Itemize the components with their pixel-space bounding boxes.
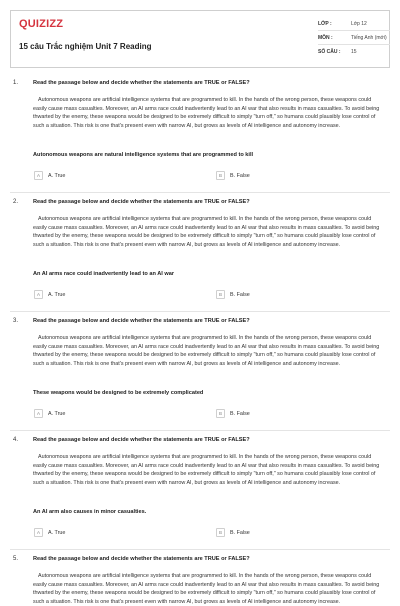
option-letter-box: A <box>34 290 43 299</box>
meta-label: SỐ CÂU : <box>318 49 341 55</box>
reading-passage: Autonomous weapons are artificial intelligence systems that are programmed to kill. In the hands of the wrong person, these weapons could easily cause mass casualties. Moreover, an AI arms race could inadvertently lead to an AI war that also results in mass casualties. To avoid being thwarted by the enemy, these weapons would be designed to be extremely difficult to simply "turn off," so humans could plausibly lose control of such a situation. This risk is one that's present even with narrow AI, but grows as levels of AI intelligence and autonomy increase. <box>33 216 380 248</box>
option-text: B. False <box>230 172 250 179</box>
meta-value: Tiếng Anh (mới) <box>351 34 387 41</box>
answer-option-a[interactable] <box>34 171 65 180</box>
option-text: A. True <box>48 410 66 417</box>
question-number: 1. <box>13 80 19 86</box>
option-letter-box: B <box>216 528 225 537</box>
option-letter-box: A <box>34 171 43 180</box>
option-text: B. False <box>230 410 250 417</box>
question-instruction: Read the passage below and decide whether the statements are TRUE or FALSE? <box>33 80 250 86</box>
question-divider <box>10 192 390 193</box>
worksheet-meta <box>318 17 390 59</box>
question-divider <box>10 311 390 312</box>
answer-option-a[interactable] <box>34 409 65 418</box>
question-number: 4. <box>13 437 19 443</box>
meta-value: 15 <box>351 49 357 55</box>
question-instruction: Read the passage below and decide whether the statements are TRUE or FALSE? <box>33 437 250 443</box>
question-2 <box>10 199 390 309</box>
question-divider <box>10 430 390 431</box>
answer-option-b[interactable] <box>216 290 250 299</box>
option-text: A. True <box>48 291 66 298</box>
answer-option-a[interactable] <box>34 290 65 299</box>
option-letter-box: A <box>34 409 43 418</box>
question-statement: Autonomous weapons are natural intelligence systems that are programmed to kill <box>33 152 254 158</box>
question-statement: An AI arm also causes in minor casualties. <box>33 509 147 515</box>
option-text: B. False <box>230 529 250 536</box>
meta-label: LỚP : <box>318 20 332 27</box>
option-letter-box: B <box>216 290 225 299</box>
question-statement: An AI arms race could inadvertently lead to an AI war <box>33 271 175 277</box>
option-letter-box: B <box>216 409 225 418</box>
answer-option-b[interactable] <box>216 171 250 180</box>
worksheet-header <box>10 10 390 68</box>
question-statement: These weapons would be designed to be extremely complicated <box>33 390 204 396</box>
meta-row-question-count <box>318 45 390 59</box>
meta-row-subject <box>318 31 390 45</box>
meta-row-class <box>318 17 390 31</box>
question-3 <box>10 318 390 428</box>
reading-passage: Autonomous weapons are artificial intelligence systems that are programmed to kill. In the hands of the wrong person, these weapons could easily cause mass casualties. Moreover, an AI arms race could inadvertently lead to an AI war that also results in mass casualties. To avoid being thwarted by the enemy, these weapons would be designed to be extremely difficult to simply "turn off," so humans could plausibly lose control of such a situation. This risk is one that's present even with narrow AI, but grows as levels of AI intelligence and autonomy increase. <box>33 97 380 129</box>
option-text: A. True <box>48 529 66 536</box>
question-instruction: Read the passage below and decide whether the statements are TRUE or FALSE? <box>33 556 250 562</box>
question-4 <box>10 437 390 547</box>
question-instruction: Read the passage below and decide whether the statements are TRUE or FALSE? <box>33 199 250 205</box>
worksheet-title: 15 câu Trắc nghiệm Unit 7 Reading <box>19 42 152 51</box>
question-instruction: Read the passage below and decide whether the statements are TRUE or FALSE? <box>33 318 250 324</box>
question-divider <box>10 549 390 550</box>
answer-option-b[interactable] <box>216 409 250 418</box>
reading-passage: Autonomous weapons are artificial intelligence systems that are programmed to kill. In the hands of the wrong person, these weapons could easily cause mass casualties. Moreover, an AI arms race could inadvertently lead to an AI war that also results in mass casualties. To avoid being thwarted by the enemy, these weapons would be designed to be extremely difficult to simply "turn off," so humans could plausibly lose control of such a situation. This risk is one that's present even with narrow AI, but grows as levels of AI intelligence and autonomy increase. <box>33 454 380 486</box>
option-text: B. False <box>230 291 250 298</box>
reading-passage: Autonomous weapons are artificial intelligence systems that are programmed to kill. In the hands of the wrong person, these weapons could easily cause mass casualties. Moreover, an AI arms race could inadvertently lead to an AI war that also results in mass casualties. To avoid being thwarted by the enemy, these weapons would be designed to be extremely difficult to simply "turn off," so humans could plausibly lose control of such a situation. This risk is one that's present even with narrow AI, but grows as levels of AI intelligence and autonomy increase. <box>33 573 380 605</box>
meta-value: Lớp 12 <box>351 20 367 27</box>
option-letter-box: A <box>34 528 43 537</box>
question-5 <box>10 556 390 605</box>
option-text: A. True <box>48 172 66 179</box>
option-letter-box: B <box>216 171 225 180</box>
question-number: 3. <box>13 318 19 324</box>
meta-label: MÔN : <box>318 34 333 41</box>
question-1 <box>10 80 390 190</box>
answer-option-a[interactable] <box>34 528 65 537</box>
question-number: 5. <box>13 556 19 562</box>
question-number: 2. <box>13 199 19 205</box>
quizizz-logo: QUIZIZZ <box>19 18 64 30</box>
reading-passage: Autonomous weapons are artificial intelligence systems that are programmed to kill. In the hands of the wrong person, these weapons could easily cause mass casualties. Moreover, an AI arms race could inadvertently lead to an AI war that also results in mass casualties. To avoid being thwarted by the enemy, these weapons would be designed to be extremely difficult to simply "turn off," so humans could plausibly lose control of such a situation. This risk is one that's present even with narrow AI, but grows as levels of AI intelligence and autonomy increase. <box>33 335 380 367</box>
answer-option-b[interactable] <box>216 528 250 537</box>
